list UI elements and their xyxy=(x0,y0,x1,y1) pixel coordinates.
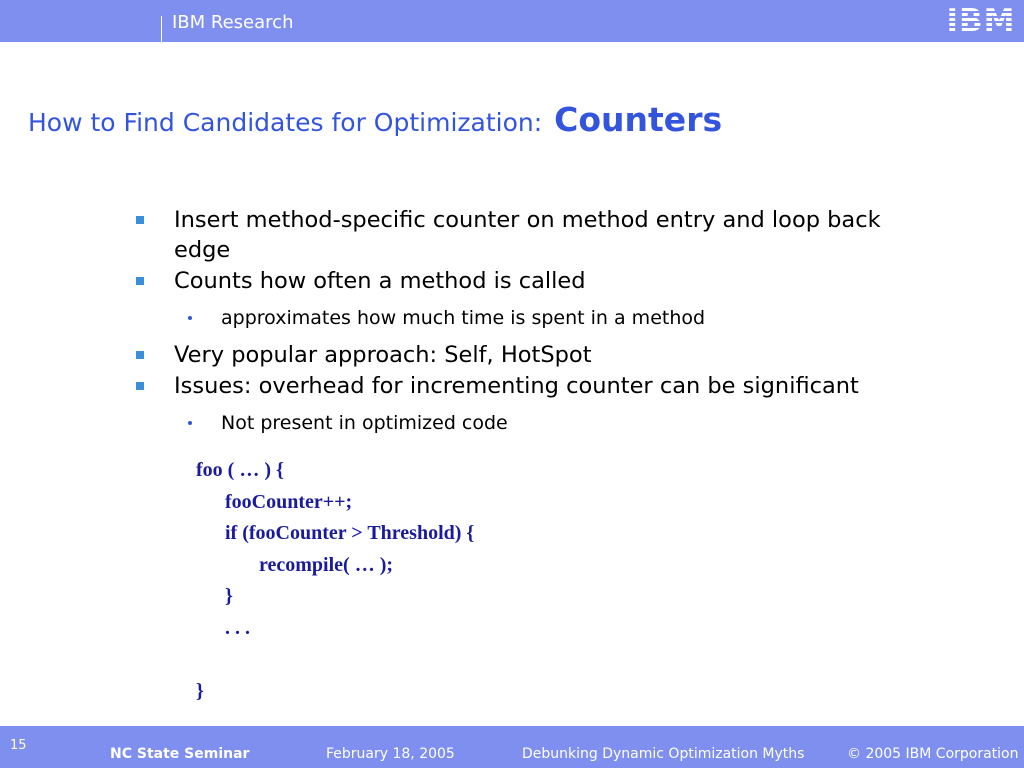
footer-bar xyxy=(0,726,1024,768)
footer-seminar: NC State Seminar xyxy=(110,746,250,762)
sub-bullet-text: Not present in optimized code xyxy=(221,412,508,434)
code-line: fooCounter++; xyxy=(225,490,353,513)
code-line: foo ( … ) { xyxy=(196,459,284,481)
bullet-text: Insert method-specific counter on method entry and loop back edge xyxy=(174,207,881,263)
bullet-item xyxy=(174,371,944,401)
square-bullet-icon xyxy=(136,382,144,390)
dot-bullet-icon xyxy=(188,421,192,425)
slide-title-accent: Counters xyxy=(554,100,723,139)
ibm-logo xyxy=(945,4,1017,38)
ibm-logo-text: IBM xyxy=(946,3,1016,39)
sub-bullet-item xyxy=(221,410,944,436)
bullet-text: Counts how often a method is called xyxy=(174,268,586,294)
dot-bullet-icon xyxy=(188,316,192,320)
header-bar xyxy=(0,0,1024,42)
footer-date: February 18, 2005 xyxy=(326,746,455,762)
square-bullet-icon xyxy=(136,216,144,224)
sub-bullet-item xyxy=(221,305,944,331)
code-line: } xyxy=(196,679,204,702)
code-line: recompile( … ); xyxy=(259,553,394,576)
footer-copyright: © 2005 IBM Corporation xyxy=(847,746,1019,762)
code-block xyxy=(196,456,474,708)
code-line: . . . xyxy=(225,616,250,639)
bullet-item xyxy=(174,205,944,265)
bullet-list xyxy=(174,205,944,445)
slide-title xyxy=(28,100,722,139)
sub-bullet-text: approximates how much time is spent in a method xyxy=(221,307,706,329)
bullet-text: Issues: overhead for incrementing counter can be significant xyxy=(174,373,859,399)
slide-title-main: How to Find Candidates for Optimization: xyxy=(28,108,543,137)
bullet-item xyxy=(174,340,944,370)
footer-talk-title: Debunking Dynamic Optimization Myths xyxy=(522,746,805,762)
bullet-item xyxy=(174,266,944,296)
header-brand: IBM Research xyxy=(172,12,294,33)
header-divider xyxy=(161,16,162,42)
code-line: if (fooCounter > Threshold) { xyxy=(225,522,475,544)
code-line xyxy=(196,645,474,677)
code-line: } xyxy=(225,585,233,607)
square-bullet-icon xyxy=(136,277,144,285)
bullet-text: Very popular approach: Self, HotSpot xyxy=(174,342,592,368)
page-number: 15 xyxy=(10,738,27,753)
square-bullet-icon xyxy=(136,351,144,359)
